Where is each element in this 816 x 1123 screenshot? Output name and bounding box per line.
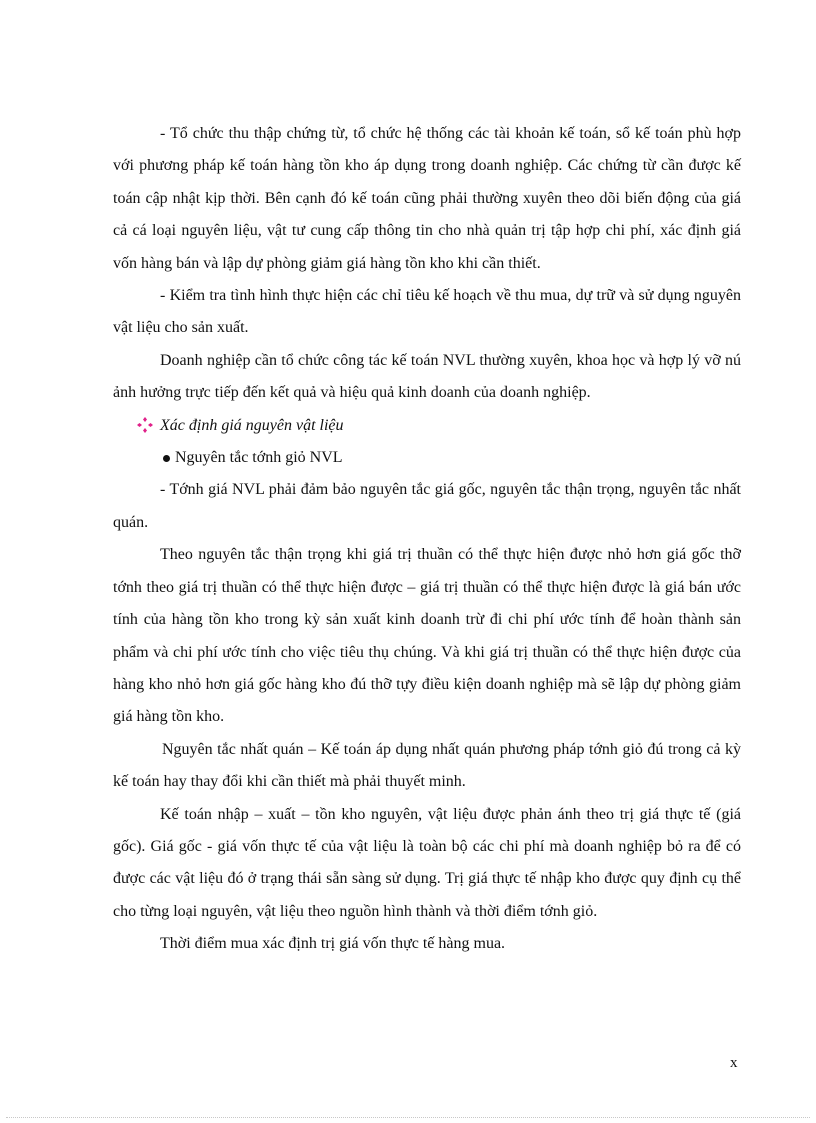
paragraph-pricing-principles: - Tớnh giá NVL phải đảm bảo nguyên tắc giá gốc, nguyên tắc thận trọng, nguyên tắc nhất quán.	[113, 481, 741, 531]
paragraph-purchase-time: Thời điểm mua xác định trị giá vốn thực tế hàng mua.	[160, 935, 506, 953]
page-number: x	[730, 1055, 738, 1071]
four-diamond-icon	[137, 417, 153, 433]
paragraph-prudence-principle: Theo nguyên tắc thận trọng khi giá trị thuần có thể thực hiện được nhỏ hơn giá gốc thỡ tớnh theo giá trị thuần có thể thực hiện được – giá trị thuần có thể thực hiện được là giá bán ước tính của hàng tồn kho trong kỳ sản xuất kinh doanh trừ đi chi phí ước tính để hoàn thành sản phẩm và chi phí ước tính cho việc tiêu thụ chúng. Và khi giá trị thuần có thể thực hiện được của hàng kho nhỏ hơn giá gốc hàng kho đú thỡ tựy điều kiện doanh nghiệp mà sẽ lập dự phòng giảm giá hàng tồn kho.	[113, 546, 741, 726]
section-heading	[113, 410, 741, 442]
footer-divider	[6, 1117, 810, 1118]
bullet-item	[113, 442, 741, 474]
section-heading-text: Xác định giá nguyên vật liệu	[160, 416, 344, 434]
paragraph-consistency-principle: Nguyên tắc nhất quán – Kế toán áp dụng nhất quán phương pháp tớnh giỏ đú trong cả kỳ kế toán hay thay đổi khi cần thiết mà phải thuyết minh.	[113, 740, 741, 791]
document-body	[113, 118, 741, 961]
paragraph-enterprise-organization: Doanh nghiệp cần tổ chức công tác kế toán NVL thường xuyên, khoa học và hợp lý vỡ nú ảnh hưởng trực tiếp đến kết quả và hiệu quả kinh doanh của doanh nghiệp.	[113, 351, 741, 402]
bullet-dot-icon	[163, 455, 170, 462]
bullet-item-text: Nguyên tắc tớnh giỏ NVL	[175, 449, 343, 467]
paragraph-document-organization: - Tổ chức thu thập chứng từ, tổ chức hệ thống các tài khoản kế toán, sổ kế toán phù hợp với phương pháp kế toán hàng tồn kho áp dụng trong doanh nghiệp. Các chứng từ cần được kế toán cập nhật kịp thời. Bên cạnh đó kế toán cũng phải thường xuyên theo dõi biến động của giá cả cá loại nguyên liệu, vật tư cung cấp thông tin cho nhà quản trị tập hợp chi phí, xác định giá vốn hàng bán và lập dự phòng giảm giá hàng tồn kho khi cần thiết.	[113, 125, 741, 272]
paragraph-inventory-accounting: Kế toán nhập – xuất – tồn kho nguyên, vật liệu được phản ánh theo trị giá thực tế (giá gốc). Giá gốc - giá vốn thực tế của vật liệu là toàn bộ các chi phí mà doanh nghiệp bỏ ra để có được các vật liệu đó ở trạng thái sẵn sàng sử dụng. Trị giá thực tế nhập kho được quy định cụ thể cho từng loại nguyên, vật liệu theo nguồn hình thành và thời điểm tớnh giỏ.	[113, 805, 741, 920]
paragraph-plan-check: - Kiểm tra tình hình thực hiện các chỉ tiêu kế hoạch về thu mua, dự trữ và sử dụng nguyên vật liệu cho sản xuất.	[113, 287, 741, 337]
